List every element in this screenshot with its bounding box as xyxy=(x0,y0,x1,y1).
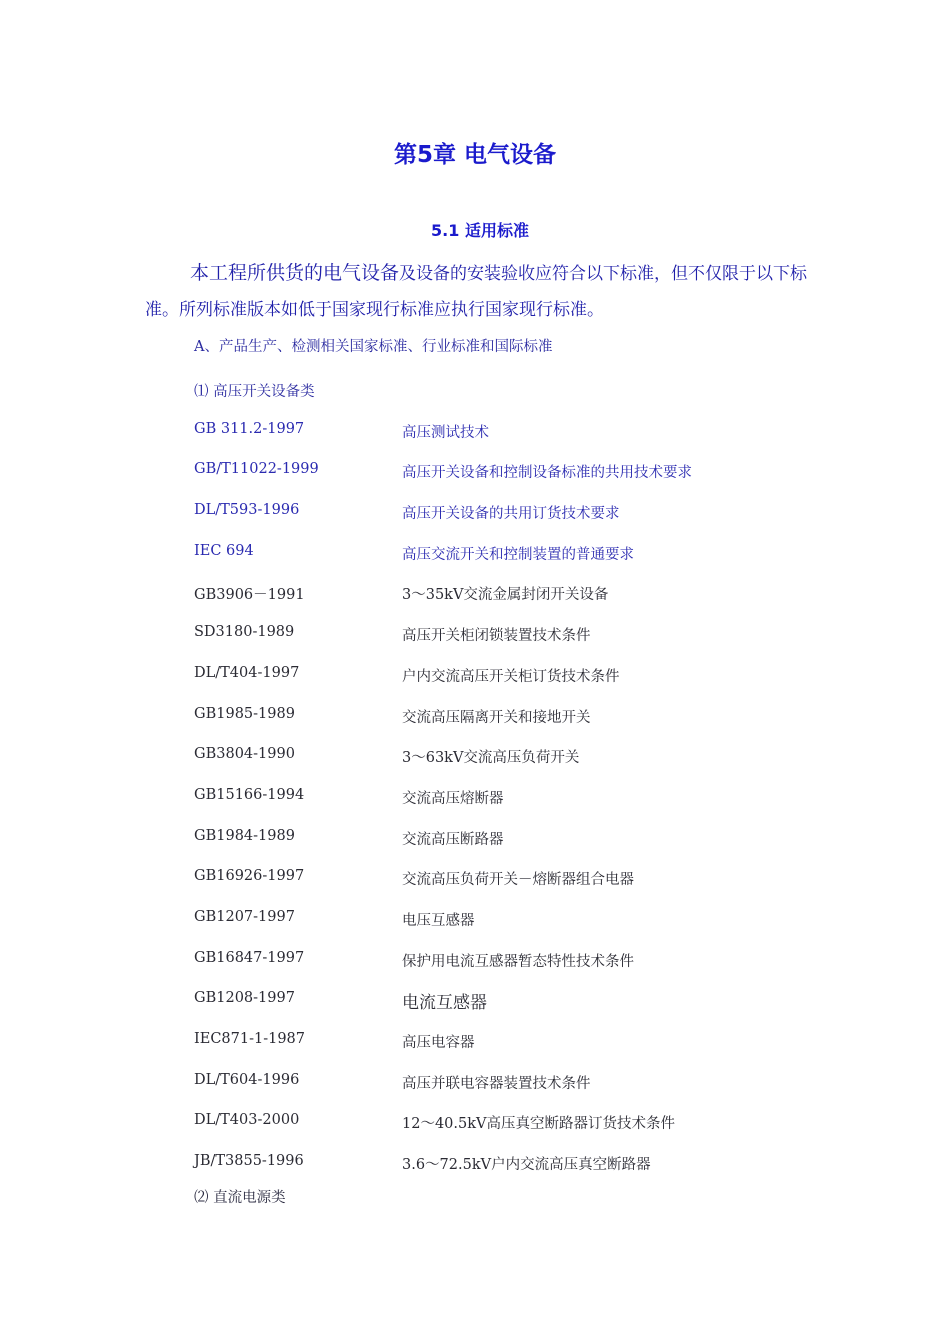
standard-code: GB 311.2-1997 xyxy=(194,421,305,437)
section-title: 5.1 适用标准 xyxy=(431,221,529,240)
standard-name: 交流高压熔断器 xyxy=(402,791,504,807)
intro-paragraph xyxy=(145,256,815,328)
standard-name: 交流高压负荷开关－熔断器组合电器 xyxy=(402,872,634,888)
standard-name: 3～35kV交流金属封闭开关设备 xyxy=(402,587,609,603)
standard-row xyxy=(194,1112,814,1136)
standard-row xyxy=(194,746,814,770)
standard-name: 高压开关设备和控制设备标准的共用技术要求 xyxy=(402,465,692,481)
standard-code: GB1208-1997 xyxy=(194,990,295,1006)
standard-row xyxy=(194,1031,814,1055)
standard-code: GB1984-1989 xyxy=(194,828,295,844)
standard-row xyxy=(194,828,814,852)
standard-name: 高压开关柜闭锁装置技术条件 xyxy=(402,628,591,644)
standard-row xyxy=(194,502,814,526)
standard-row xyxy=(194,665,814,689)
standard-name: 高压测试技术 xyxy=(402,425,489,441)
standard-code: GB1207-1997 xyxy=(194,909,295,925)
chapter-title: 第5章 电气设备 xyxy=(393,142,556,168)
standard-code: GB/T11022-1999 xyxy=(194,461,319,477)
standard-code: IEC871-1-1987 xyxy=(194,1031,306,1047)
category-a-heading: A、产品生产、检测相关国家标准、行业标准和国际标准 xyxy=(194,339,553,355)
standard-code: GB1985-1989 xyxy=(194,706,295,722)
standard-name: 3～63kV交流高压负荷开关 xyxy=(402,750,580,766)
standard-code: GB15166-1994 xyxy=(194,787,305,803)
standard-code: SD3180-1989 xyxy=(194,624,295,640)
standard-name: 交流高压隔离开关和接地开关 xyxy=(402,710,591,726)
standard-row xyxy=(194,950,814,974)
standard-name: 高压开关设备的共用订货技术要求 xyxy=(402,506,620,522)
intro-part2: 及设备的安装验收应符合以下标准，但不仅限于以下标准。所列标准版本如低于国家现行标准应执行国家现行标准。 xyxy=(145,264,808,320)
standard-row xyxy=(194,990,814,1014)
standard-name: 高压交流开关和控制装置的普通要求 xyxy=(402,547,634,563)
standard-row xyxy=(194,1153,814,1177)
standard-row xyxy=(194,421,814,445)
standard-row xyxy=(194,868,814,892)
standard-row xyxy=(194,461,814,485)
group1-heading: ⑴ 高压开关设备类 xyxy=(194,384,315,400)
standard-row xyxy=(194,706,814,730)
standard-code: GB3804-1990 xyxy=(194,746,295,762)
standard-code: DL/T404-1997 xyxy=(194,665,300,681)
standard-code: GB16926-1997 xyxy=(194,868,305,884)
group2-heading: ⑵ 直流电源类 xyxy=(194,1190,286,1206)
standard-row xyxy=(194,543,814,567)
standard-name: 电压互感器 xyxy=(402,913,475,929)
standard-code: JB/T3855-1996 xyxy=(194,1153,304,1169)
standard-name: 3.6～72.5kV户内交流高压真空断路器 xyxy=(402,1157,651,1173)
standard-name: 电流互感器 xyxy=(402,993,487,1013)
standard-code: DL/T604-1996 xyxy=(194,1072,300,1088)
standard-row xyxy=(194,787,814,811)
standard-name: 交流高压断路器 xyxy=(402,832,504,848)
standard-code: IEC 694 xyxy=(194,543,254,559)
intro-part1: 本工程所供货的电气设备 xyxy=(190,262,400,284)
standard-row xyxy=(194,1072,814,1096)
standard-row xyxy=(194,909,814,933)
standard-code: GB3906－1991 xyxy=(194,587,305,603)
standard-name: 高压并联电容器装置技术条件 xyxy=(402,1076,591,1092)
standard-row xyxy=(194,624,814,648)
standard-row xyxy=(194,583,814,607)
standard-name: 12～40.5kV高压真空断路器订货技术条件 xyxy=(402,1116,675,1132)
standard-name: 高压电容器 xyxy=(402,1035,475,1051)
standard-code: DL/T593-1996 xyxy=(194,502,300,518)
standard-name: 户内交流高压开关柜订货技术条件 xyxy=(402,669,620,685)
standard-code: DL/T403-2000 xyxy=(194,1112,300,1128)
standard-code: GB16847-1997 xyxy=(194,950,305,966)
standard-name: 保护用电流互感器暂态特性技术条件 xyxy=(402,954,634,970)
